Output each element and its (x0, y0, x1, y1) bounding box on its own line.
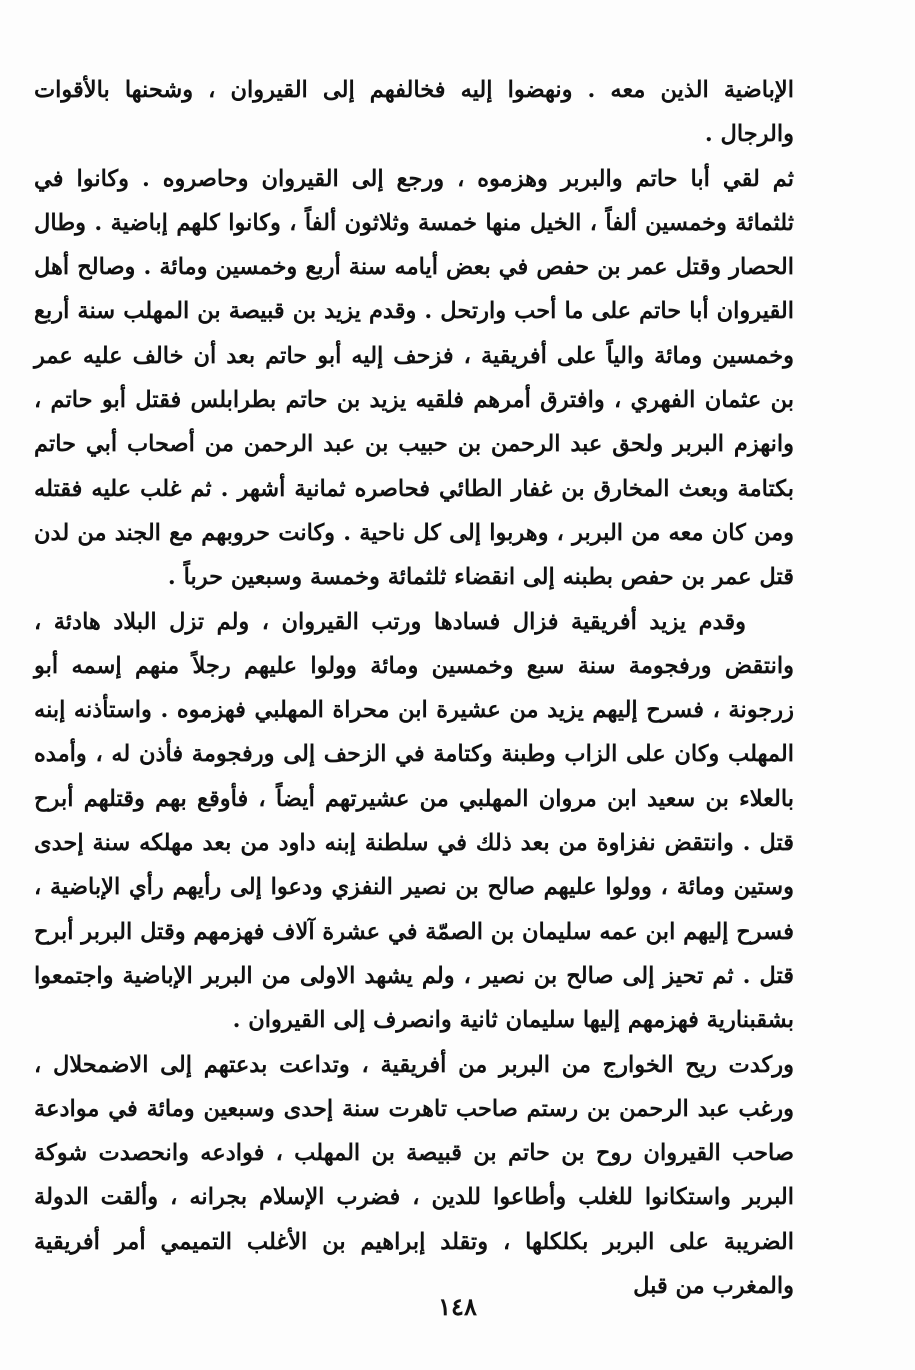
paragraph-3: وقدم يزيد أفريقية فزال فسادها ورتب القيروان ، ولم تزل البلاد هادئة ، وانتقض ورفجومة سنة سبع وخمسين ومائة وولوا عليهم رجلاً منهم إسمه أبو زرجونة ، فسرح إليهم يزيد من عشيرة ابن محراة المهلبي فهزموه . واستأذنه إبنه المهلب وكان على الزاب وطبنة وكتامة في الزحف إلى ورفجومة فأذن له ، وأمده بالعلاء بن سعيد ابن مروان المهلبي من عشيرتهم أيضاً ، فأوقع بهم وقتلهم أبرح قتل . وانتقض نفزاوة من بعد ذلك في سلطنة إبنه داود من بعد مهلكه سنة إحدى وستين ومائة ، وولوا عليهم صالح بن نصير النفزي ودعوا إلى رأيهم رأي الإباضية ، فسرح إليهم ابن عمه سليمان بن الصمّة في عشرة آلاف فهزمهم وقتل البربر أبرح قتل . ثم تحيز إلى صالح بن نصير ، ولم يشهد الاولى من البربر الإباضية واجتمعوا بشقبنارية فهزمهم إليها سليمان ثانية وانصرف إلى القيروان . (34, 608, 794, 1034)
paragraph-2: ثم لقي أبا حاتم والبربر وهزموه ، ورجع إلى القيروان وحاصروه . وكانوا في ثلثمائة وخمسين ألفاً ، الخيل منها خمسة وثلاثون ألفاً ، وكانوا كلهم إباضية . وطال الحصار وقتل عمر بن حفص في بعض أيامه سنة أربع وخمسين ومائة . وصالح أهل القيروان أبا حاتم على ما أحب وارتحل . وقدم يزيد بن قبيصة بن المهلب سنة أربع وخمسين ومائة والياً على أفريقية ، فزحف إليه أبو حاتم بعد أن خالف عليه عمر بن عثمان الفهري ، وافترق أمرهم فلقيه يزيد بن حاتم بطرابلس فقتل أبو حاتم ، وانهزم البربر ولحق عبد الرحمن بن حبيب بن عبد الرحمن من أصحاب أبي حاتم بكتامة وبعث المخارق بن غفار الطائي فحاصره ثمانية أشهر . ثم غلب عليه فقتله ومن كان معه من البربر ، وهربوا إلى كل ناحية . وكانت حروبهم مع الجند من لدن قتل عمر بن حفص بطبنه إلى انقضاء ثلثمائة وخمسة وسبعين حرباً . (34, 165, 794, 591)
paragraph-4: وركدت ريح الخوارج من البربر من أفريقية ، وتداعت بدعتهم إلى الاضمحلال ، ورغب عبد الرحمن بن رستم صاحب تاهرت سنة إحدى وسبعين ومائة في موادعة صاحب القيروان روح بن حاتم بن قبيصة بن المهلب ، فوادعه وانحصدت شوكة البربر واستكانوا للغلب وأطاعوا للدين ، فضرب الإسلام بجرانه ، وألقت الدولة الضريبة على البربر بكلكلها ، وتقلد إبراهيم بن الأغلب التميمي أمر أفريقية والمغرب من قبل (34, 1051, 794, 1300)
body-text (34, 68, 794, 1308)
page-number: ١٤٨ (438, 1292, 477, 1321)
paragraph-1: الإباضية الذين معه . ونهضوا إليه فخالفهم إلى القيروان ، وشحنها بالأقوات والرجال . (34, 77, 794, 148)
